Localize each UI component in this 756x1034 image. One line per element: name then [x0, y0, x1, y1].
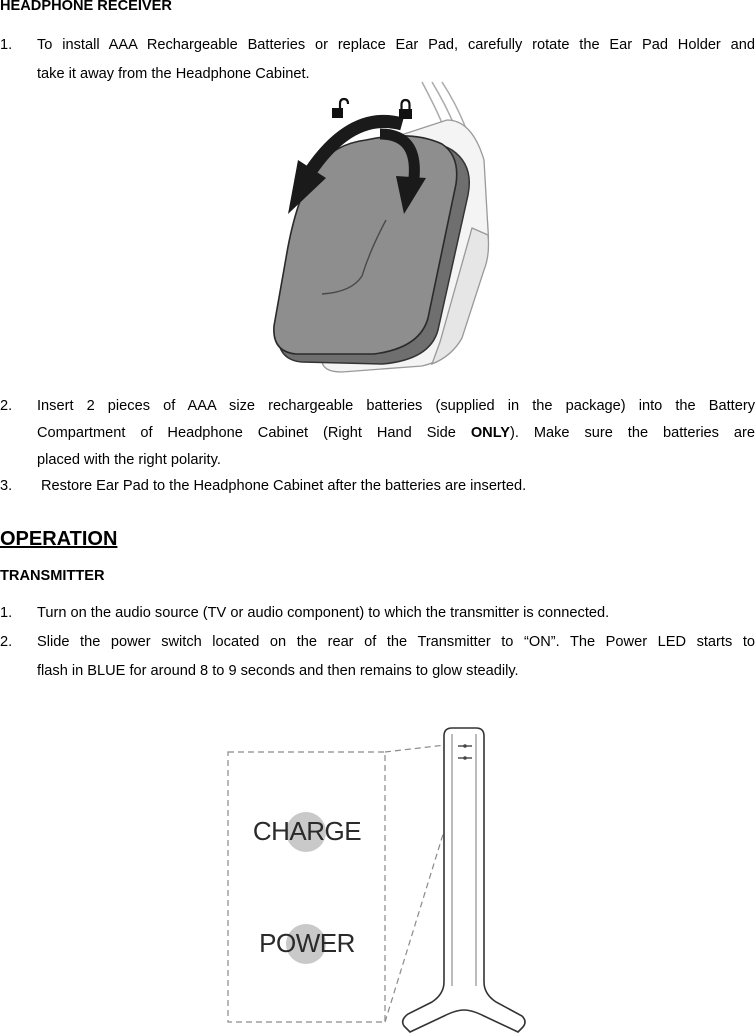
unlock-icon [332, 99, 348, 118]
emphasis-text: ONLY [470, 425, 511, 441]
step-number: 2. [0, 398, 13, 414]
step-number: 1. [0, 37, 13, 53]
power-label: POWER [259, 928, 355, 958]
led-callout-box [228, 752, 385, 1022]
step-text: Insert 2 pieces of AAA size rechargeable batteries (supplied in the package) into the Battery [37, 398, 755, 414]
step-text: Slide the power switch located on the rear of the Transmitter to “ON”. The Power LED starts to [37, 634, 755, 650]
transmitter-heading: TRANSMITTER [0, 568, 105, 584]
transmitter-illustration [222, 724, 532, 1034]
operation-heading: OPERATION [0, 528, 118, 550]
step-text: Turn on the audio source (TV or audio component) to which the transmitter is connected. [37, 605, 610, 621]
step-text: take it away from the Headphone Cabinet. [37, 66, 310, 82]
step-number: 2. [0, 634, 13, 650]
step-text: Restore Ear Pad to the Headphone Cabinet after the batteries are inserted. [41, 478, 527, 494]
step-number: 3. [0, 478, 13, 494]
step-number: 1. [0, 605, 13, 621]
step-text: placed with the right polarity. [37, 452, 221, 468]
step-text: ). Make sure the batteries are [510, 425, 755, 441]
step-text: To install AAA Rechargeable Batteries or replace Ear Pad, carefully rotate the Ear Pad Holder and [37, 37, 755, 53]
charge-label: CHARGE [252, 816, 362, 846]
step-text: flash in BLUE for around 8 to 9 seconds and then remains to glow steadily. [37, 663, 519, 679]
step-text-line-2 [37, 425, 755, 441]
ear-pad-illustration [262, 80, 502, 380]
step-text: Compartment of Headphone Cabinet (Right Hand Side [37, 425, 471, 441]
lock-icon [399, 100, 412, 119]
section-heading: HEADPHONE RECEIVER [0, 0, 172, 14]
